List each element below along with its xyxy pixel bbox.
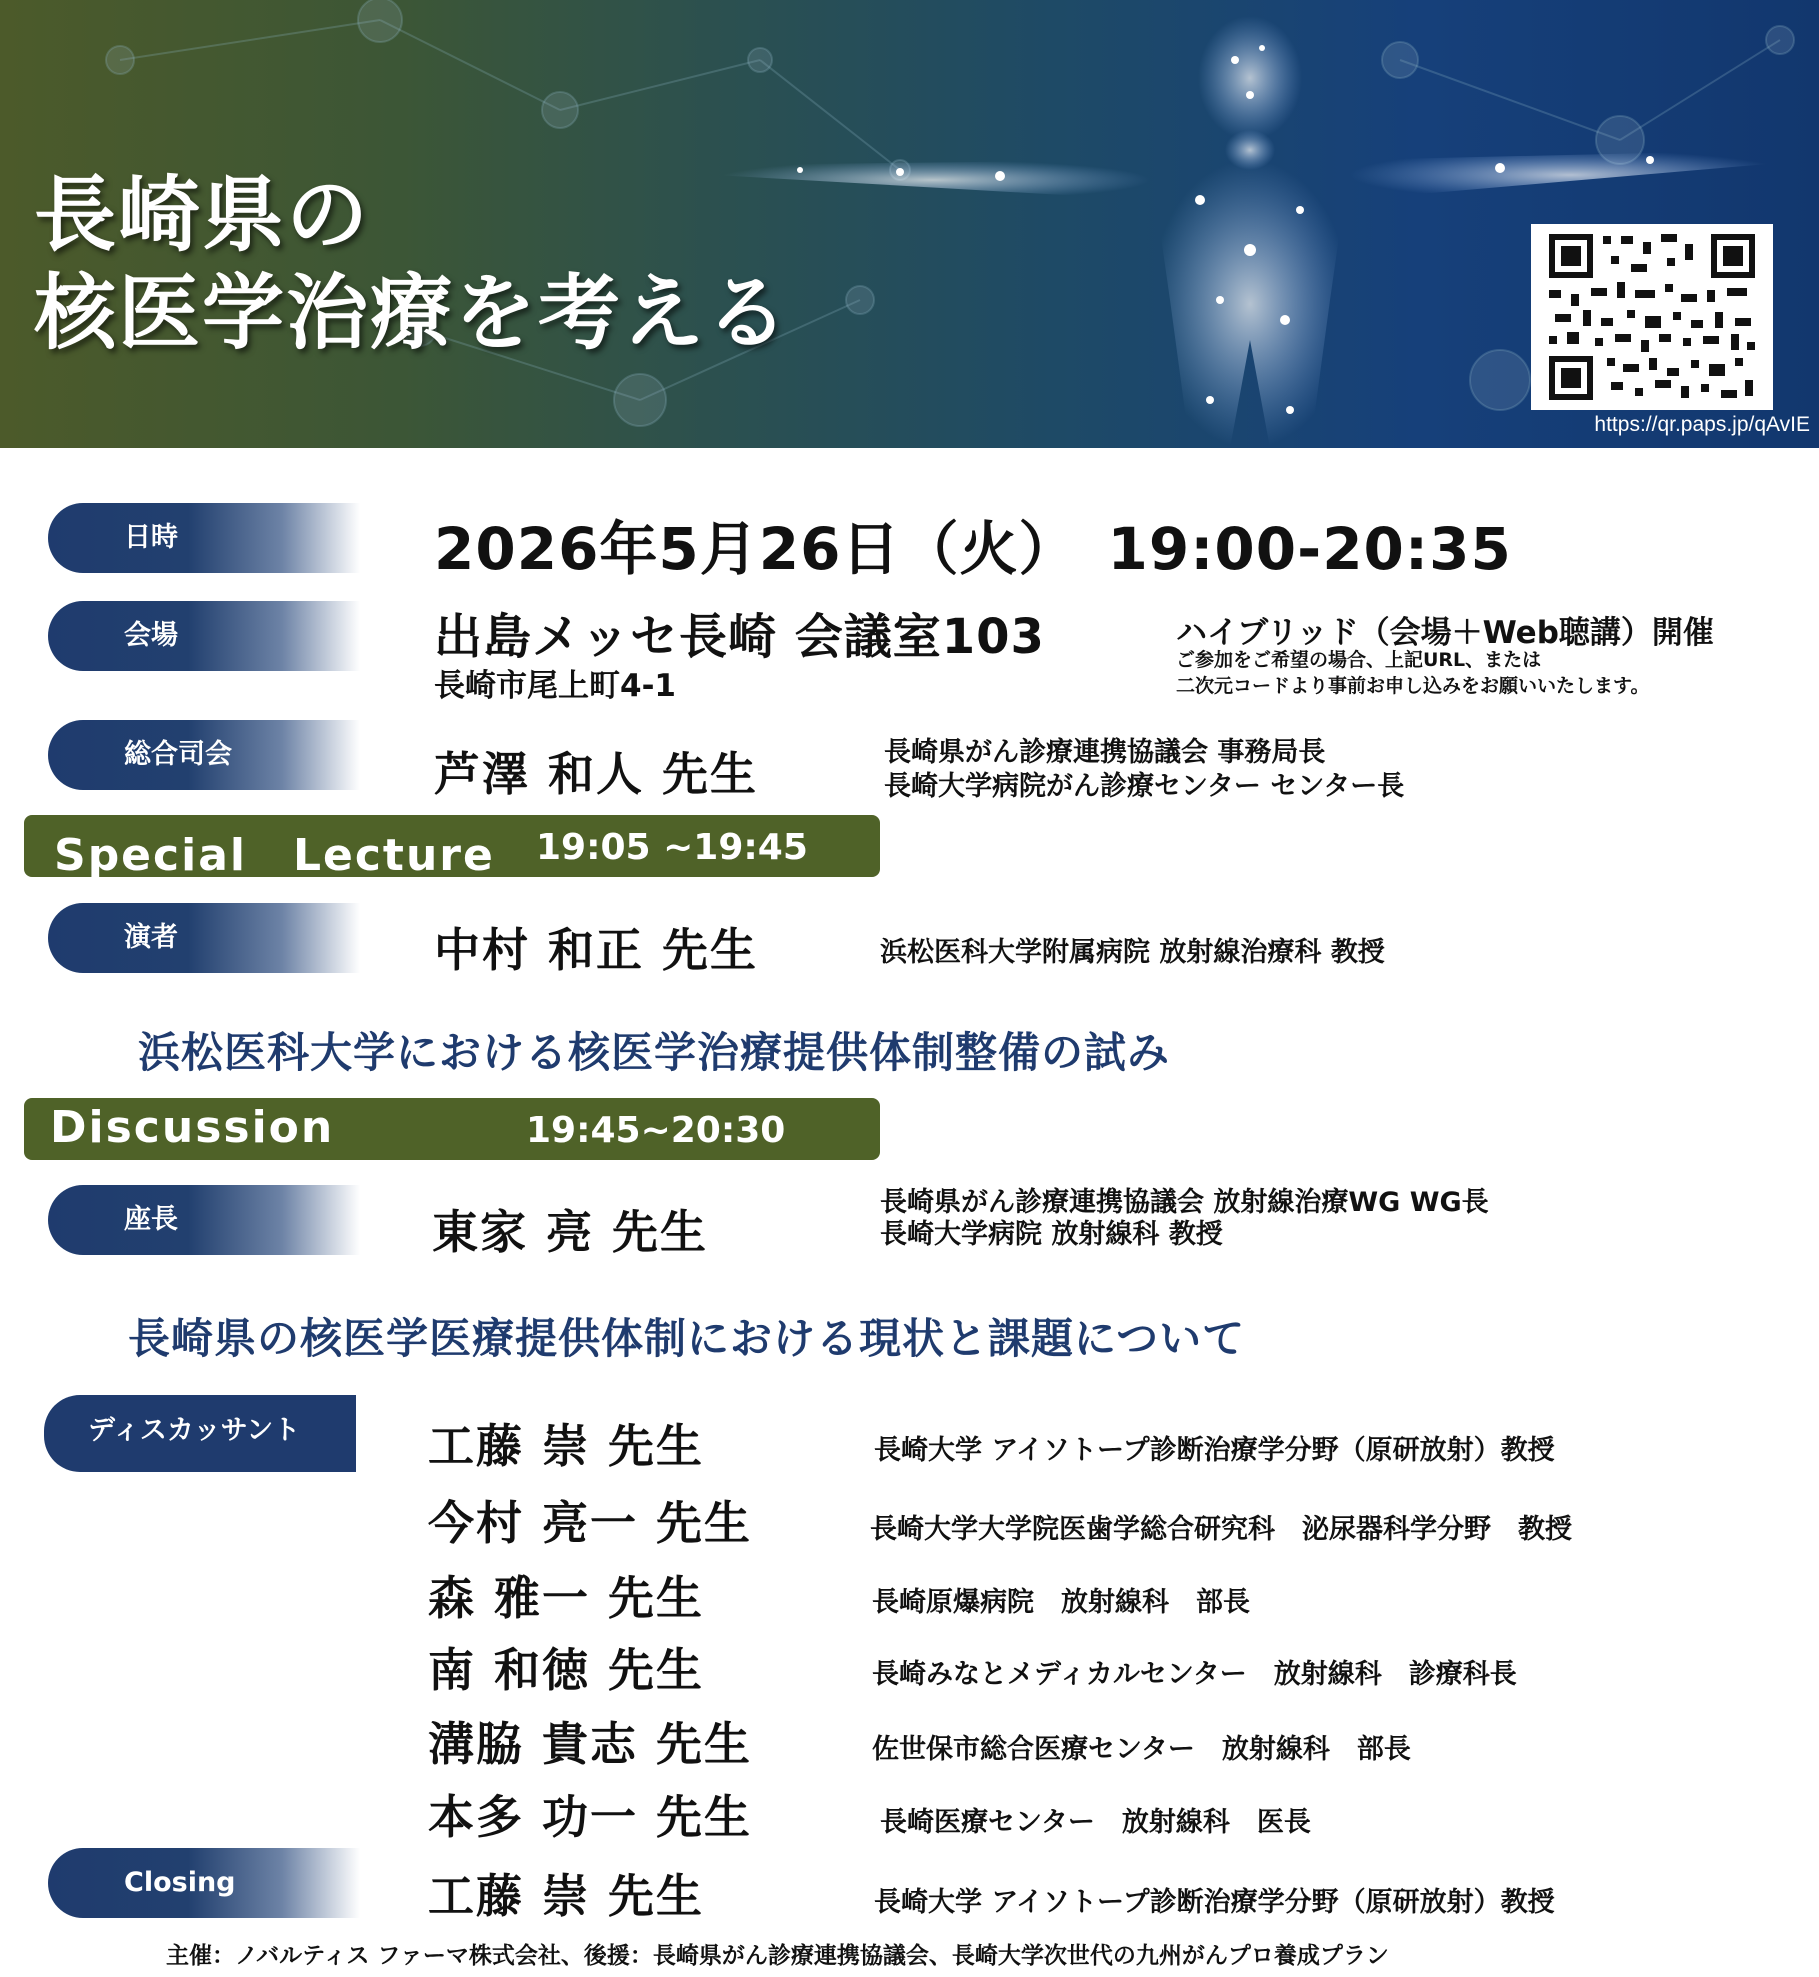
panelist-name: 南 和徳 先生 xyxy=(428,1643,705,1697)
special-lecture-bar xyxy=(24,815,880,881)
panelist-affiliation: 長崎みなとメディカルセンター 放射線科 診療科長 xyxy=(872,1659,1517,1690)
panelist-affiliation: 長崎大学大学院医歯学総合研究科 泌尿器科学分野 教授 xyxy=(870,1514,1572,1545)
mc-name: 芦澤 和人 先生 xyxy=(434,747,759,801)
qr-code-icon xyxy=(1531,224,1773,410)
closing-affiliation: 長崎大学 アイソトープ診断治療学分野（原研放射）教授 xyxy=(874,1887,1555,1918)
mc-affiliation-2: 長崎大学病院がん診療センター センター長 xyxy=(884,771,1405,802)
discussion-title: Discussion xyxy=(50,1102,335,1153)
chair-affiliation-2: 長崎大学病院 放射線科 教授 xyxy=(880,1219,1223,1250)
panelist-affiliation: 長崎原爆病院 放射線科 部長 xyxy=(872,1587,1250,1618)
panelist-name: 工藤 崇 先生 xyxy=(428,1419,705,1473)
chair-affiliation-1: 長崎県がん診療連携協議会 放射線治療WG WG長 xyxy=(880,1187,1489,1218)
venue-note-2: 二次元コードより事前お申し込みをお願いいたします。 xyxy=(1176,675,1650,697)
registration-url[interactable]: https://qr.paps.jp/qAvIE xyxy=(1594,413,1810,436)
title-line-1: 長崎県の xyxy=(34,168,371,263)
panelist-affiliation: 長崎大学 アイソトープ診断治療学分野（原研放射）教授 xyxy=(874,1435,1555,1466)
special-lecture-time: 19:05 ~19:45 xyxy=(536,827,808,868)
panelist-name: 森 雅一 先生 xyxy=(428,1571,705,1625)
discussion-topic: 長崎県の核医学医療提供体制における現状と課題について xyxy=(128,1314,1246,1363)
sponsor-footer: 主催：ノバルティス ファーマ株式会社、後援：長崎県がん診療連携協議会、長崎大学次世代の九州がんプロ養成プラン xyxy=(166,1943,1389,1969)
speaker-affiliation: 浜松医科大学附属病院 放射線治療科 教授 xyxy=(880,937,1385,968)
closing-name: 工藤 崇 先生 xyxy=(428,1869,705,1923)
mc-label: 総合司会 xyxy=(48,720,360,790)
header-banner xyxy=(0,0,1819,448)
venue-name: 出島メッセ長崎 会議室103 xyxy=(434,609,1045,665)
special-lecture-topic: 浜松医科大学における核医学治療提供体制整備の試み xyxy=(138,1028,1171,1077)
qr-code[interactable] xyxy=(1531,224,1773,410)
panelist-name: 本多 功一 先生 xyxy=(428,1790,753,1844)
mc-affiliation-1: 長崎県がん診療連携協議会 事務局長 xyxy=(884,737,1326,768)
discussion-bar xyxy=(24,1098,880,1160)
venue-format: ハイブリッド（会場＋Web聴講）開催 xyxy=(1176,615,1714,651)
speaker-name: 中村 和正 先生 xyxy=(434,923,759,977)
panelist-affiliation: 佐世保市総合医療センター 放射線科 部長 xyxy=(872,1734,1411,1765)
panelist-affiliation: 長崎医療センター 放射線科 医長 xyxy=(880,1807,1311,1838)
datetime-value: 2026年5月26日（火） 19:00-20:35 xyxy=(434,515,1512,583)
chair-label: 座長 xyxy=(48,1185,360,1255)
speaker-label: 演者 xyxy=(48,903,360,973)
venue-address: 長崎市尾上町4-1 xyxy=(434,668,677,704)
discussant-label: ディスカッサント xyxy=(44,1395,356,1472)
closing-label: Closing xyxy=(48,1848,360,1918)
panelist-name: 今村 亮一 先生 xyxy=(428,1496,753,1550)
discussion-time: 19:45~20:30 xyxy=(526,1110,786,1151)
title-line-2: 核医学治療を考える xyxy=(34,266,791,361)
datetime-label: 日時 xyxy=(48,503,360,573)
chair-name: 東家 亮 先生 xyxy=(432,1205,709,1259)
venue-note-1: ご参加をご希望の場合、上記URL、または xyxy=(1176,649,1542,671)
special-lecture-title: Special Lecture xyxy=(54,830,495,881)
venue-label: 会場 xyxy=(48,601,360,671)
panelist-name: 溝脇 貴志 先生 xyxy=(428,1717,753,1771)
